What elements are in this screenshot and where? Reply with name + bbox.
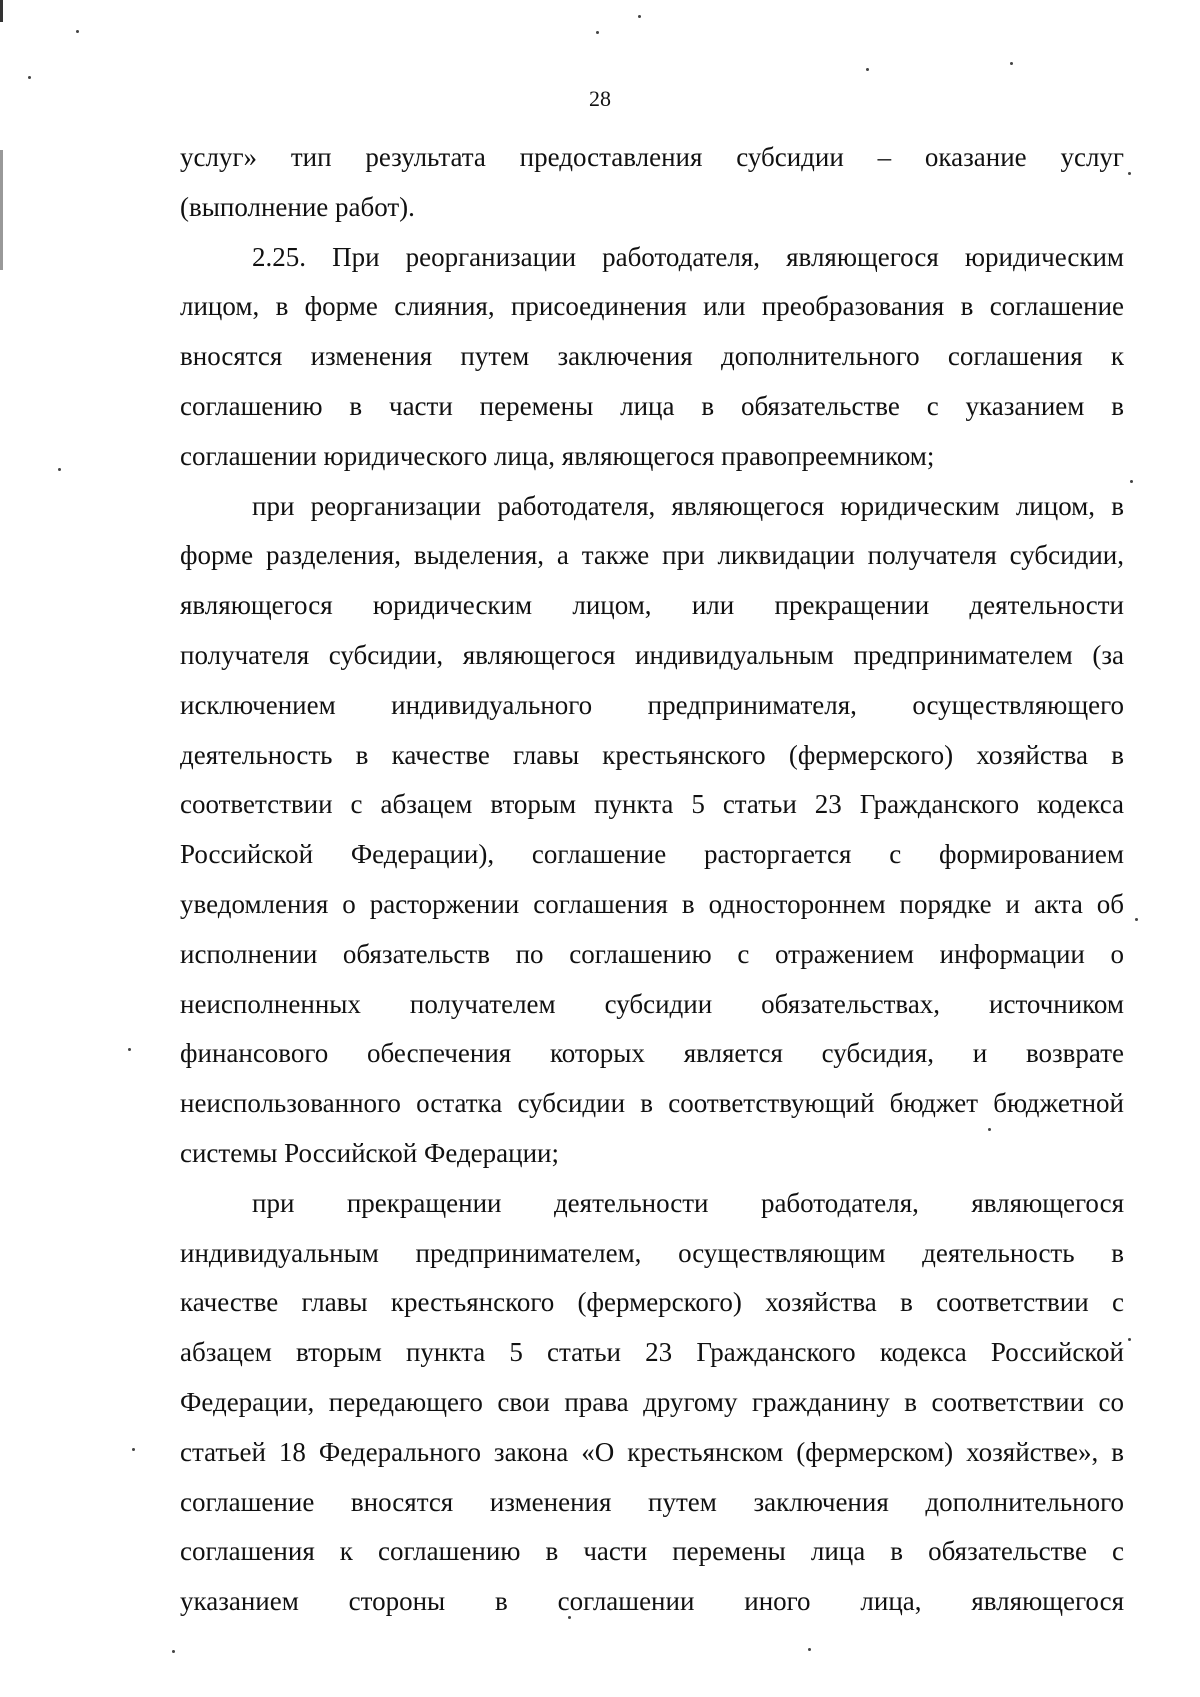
scan-speck xyxy=(28,76,31,79)
text-line: финансового обеспечения которых является субсидия, и возврате xyxy=(180,1038,1124,1069)
paragraph-continuation xyxy=(180,133,1124,233)
scan-speck xyxy=(1128,172,1131,175)
scan-speck xyxy=(1010,62,1013,65)
text-line: исполнении обязательств по соглашению с отражением информации о xyxy=(180,938,1124,969)
text-line: услуг» тип результата предоставления субсидии – оказание услуг xyxy=(180,142,1124,172)
text-line: форме разделения, выделения, а также при ликвидации получателя субсидии, xyxy=(180,540,1124,571)
paragraph-2-25 xyxy=(180,233,1124,482)
text-line: соглашению в части перемены лица в обязательстве с указанием в xyxy=(180,390,1124,421)
text-line: деятельность в качестве главы крестьянского (фермерского) хозяйства в xyxy=(180,739,1124,770)
scan-speck xyxy=(172,1650,175,1653)
page-number: 28 xyxy=(589,86,611,111)
text-line: системы Российской Федерации; xyxy=(180,1137,560,1168)
text-line: 2.25. При реорганизации работодателя, являющегося юридическим xyxy=(252,241,1124,272)
scan-edge-mark xyxy=(0,150,3,270)
scan-speck xyxy=(1135,918,1138,921)
text-line: при реорганизации работодателя, являющегося юридическим лицом, в xyxy=(252,490,1124,521)
scan-speck xyxy=(1128,1338,1131,1341)
paragraph-reorganization xyxy=(180,482,1124,1179)
text-line: исключением индивидуального предпринимателя, осуществляющего xyxy=(180,689,1124,720)
text-line: качестве главы крестьянского (фермерского) хозяйства в соответствии с xyxy=(180,1287,1124,1318)
scan-speck xyxy=(638,15,641,18)
scan-speck xyxy=(132,1448,135,1451)
scan-speck xyxy=(58,468,61,471)
text-line: соглашении юридического лица, являющегося правопреемником; xyxy=(180,440,935,471)
text-line: неисполненных получателем субсидии обязательствах, источником xyxy=(180,988,1124,1019)
scan-speck xyxy=(1130,480,1133,483)
scan-speck xyxy=(596,31,599,34)
text-line: лицом, в форме слияния, присоединения или преобразования в соглашение xyxy=(180,291,1124,322)
text-line: уведомления о расторжении соглашения в одностороннем порядке и акта об xyxy=(180,888,1124,919)
text-line: (выполнение работ). xyxy=(180,191,415,222)
text-line: соглашения к соглашению в части перемены лица в обязательстве с xyxy=(180,1536,1124,1567)
text-line: соответствии с абзацем вторым пункта 5 статьи 23 Гражданского кодекса xyxy=(180,789,1124,820)
text-line: являющегося юридическим лицом, или прекращении деятельности xyxy=(180,590,1124,621)
document-body xyxy=(180,133,1124,1627)
text-line: Федерации, передающего свои права другому гражданину в соответствии со xyxy=(180,1386,1124,1417)
text-line: индивидуальным предпринимателем, осуществляющим деятельность в xyxy=(180,1237,1124,1268)
scan-speck xyxy=(988,1128,991,1131)
paragraph-termination xyxy=(180,1179,1124,1627)
text-line: соглашение вносятся изменения путем заключения дополнительного xyxy=(180,1486,1124,1517)
scan-edge-mark xyxy=(0,0,3,22)
scan-speck xyxy=(808,1648,811,1651)
text-line: при прекращении деятельности работодателя, являющегося xyxy=(252,1187,1124,1218)
scan-speck xyxy=(76,30,79,33)
text-line: вносятся изменения путем заключения дополнительного соглашения к xyxy=(180,341,1124,372)
scan-speck xyxy=(128,1048,131,1051)
text-line: статьей 18 Федерального закона «О крестьянском (фермерском) хозяйстве», в xyxy=(180,1436,1124,1467)
text-line: неиспользованного остатка субсидии в соответствующий бюджет бюджетной xyxy=(180,1088,1124,1119)
text-line: абзацем вторым пункта 5 статьи 23 Гражданского кодекса Российской xyxy=(180,1337,1124,1368)
text-line: Российской Федерации), соглашение расторгается с формированием xyxy=(180,839,1124,870)
scan-speck xyxy=(866,68,869,71)
text-line: получателя субсидии, являющегося индивидуальным предпринимателем (за xyxy=(180,639,1124,670)
scan-speck xyxy=(568,1616,571,1619)
text-line: указанием стороны в соглашении иного лица, являющегося xyxy=(180,1586,1124,1617)
